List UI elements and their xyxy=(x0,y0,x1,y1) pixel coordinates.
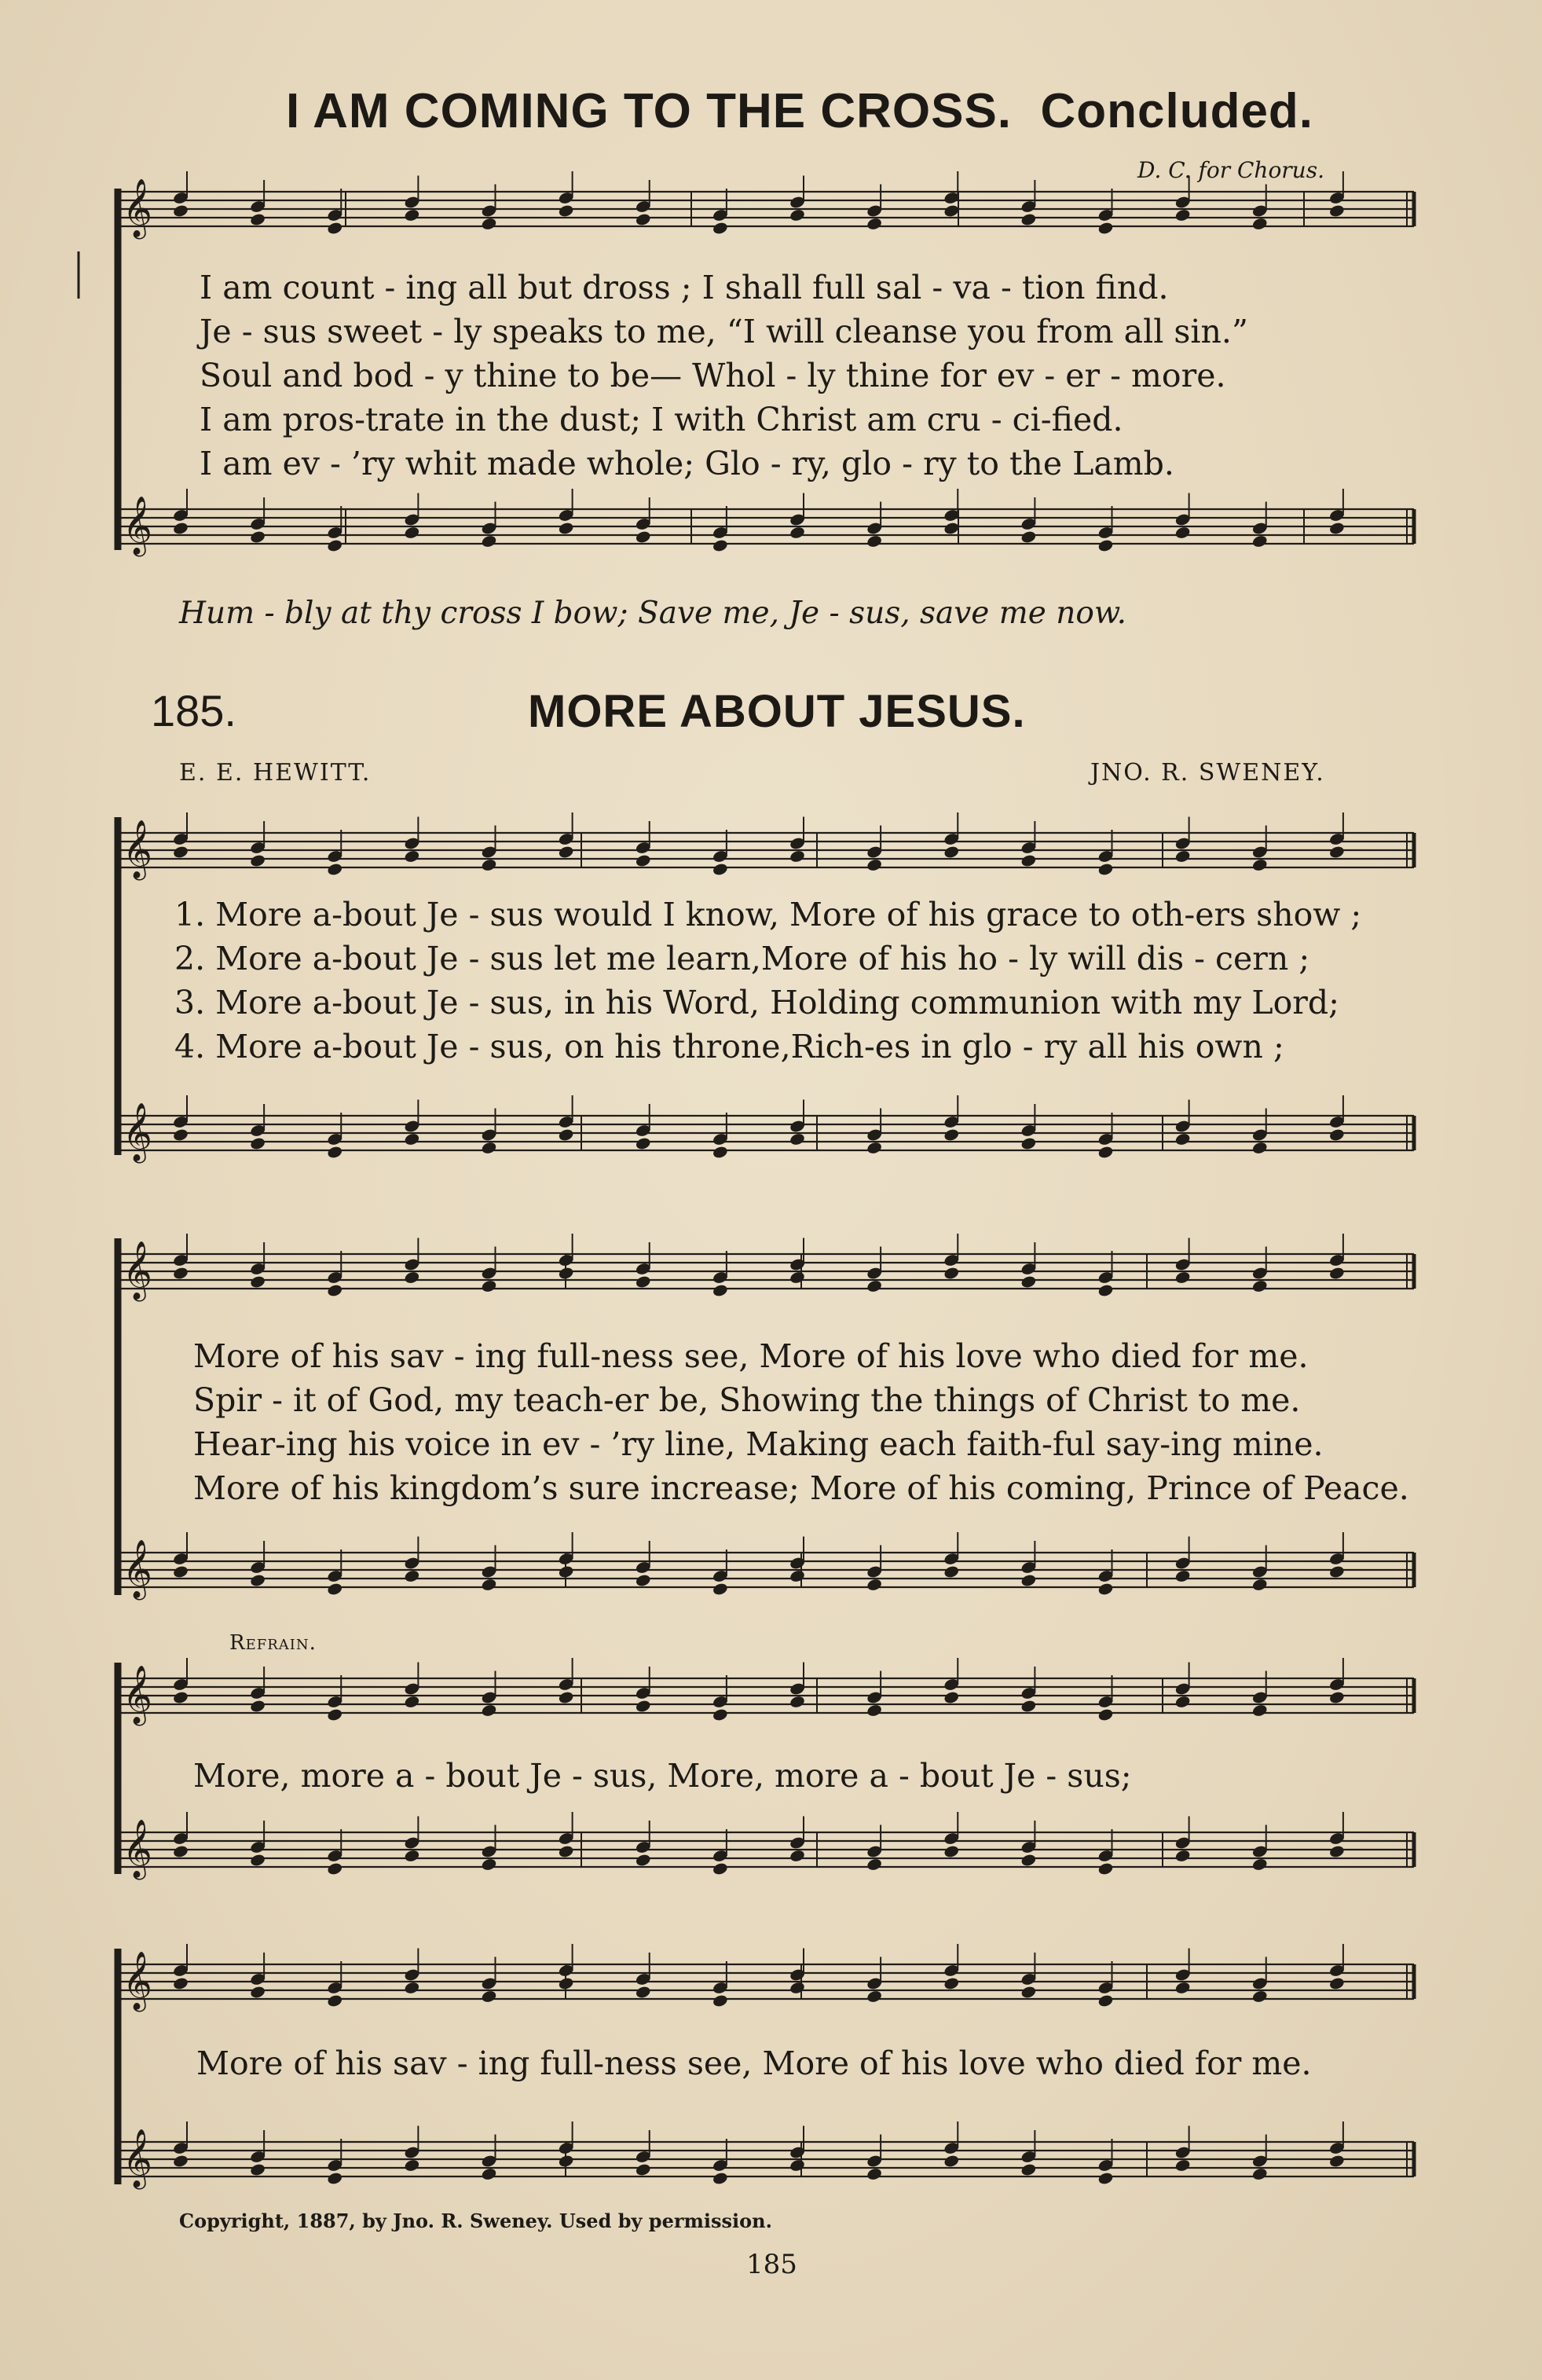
hymn-system1-bass-note xyxy=(481,1141,497,1155)
hymn-system1-treble-note xyxy=(789,849,805,864)
hymn-verse-3-part1: 3. More a-bout Je - sus, in his Word, Holding communion with my Lord; xyxy=(174,984,1339,1021)
refrain-treble-note xyxy=(404,1695,420,1709)
concluded-bass-note xyxy=(943,521,960,535)
final-treble-note xyxy=(943,1976,960,1990)
concluded-treble-note xyxy=(172,204,189,218)
concluded-bass-note xyxy=(1097,538,1114,552)
hymn-system2-treble-note xyxy=(789,1271,805,1285)
refrain-line-1: More, more a - bout Je - sus, More, more a - bout Je - sus; xyxy=(193,1757,1132,1795)
hymn-number: 185. xyxy=(151,686,236,735)
concluded-treble-note xyxy=(635,212,651,226)
final-bass-note xyxy=(558,2154,574,2168)
hymn-system2-treble-note xyxy=(712,1283,728,1297)
refrain-label: Refrain. xyxy=(229,1631,317,1655)
hymn-system2-bass-note xyxy=(1251,1578,1268,1592)
hymn-system1-bass-note xyxy=(172,1128,189,1142)
hymn-system2-treble-note xyxy=(1174,1271,1191,1285)
refrain-line-2: More of his sav - ing full-ness see, More of his love who died for me. xyxy=(196,2044,1312,2082)
concluded-bass-note xyxy=(789,526,805,540)
concluded-bass-note xyxy=(712,538,728,552)
hymn-system1-treble-note xyxy=(404,849,420,864)
final-treble-note xyxy=(558,1976,574,1990)
concluded-bass-note xyxy=(327,538,343,552)
final-bass-note xyxy=(712,2171,728,2185)
final-treble-note xyxy=(481,1989,497,2004)
final-treble-note xyxy=(1251,1989,1268,2004)
hymn-system1-bass-note xyxy=(943,1128,960,1142)
hymn-system2-treble-note xyxy=(1020,1274,1037,1289)
hymn-system1-treble-note xyxy=(1020,853,1037,867)
hymn-system1-treble-note xyxy=(1097,862,1114,876)
refrain-treble-note xyxy=(712,1707,728,1722)
hymn-system1-treble-clef: 𝄞 xyxy=(123,820,152,878)
concluded-bass-note xyxy=(1020,530,1037,544)
refrain-bass-note xyxy=(635,1853,651,1867)
refrain-treble-note xyxy=(1328,1690,1345,1704)
concluded-subtitle: Concluded. xyxy=(1040,84,1314,138)
concluded-bass-note xyxy=(1174,526,1191,540)
refrain-treble-note xyxy=(866,1703,882,1718)
refrain-treble-note xyxy=(558,1690,574,1704)
hymn-system2-treble-note xyxy=(327,1283,343,1297)
concluded-treble-note xyxy=(1020,212,1037,226)
hymn-verse-2-part1: 2. More a-bout Je - sus let me learn,More of his ho - ly will dis - cern ; xyxy=(174,940,1310,977)
final-treble-note xyxy=(249,1985,266,1999)
concluded-bass-note xyxy=(249,530,266,544)
hymn-verse-1-part1: 1. More a-bout Je - sus would I know, More of his grace to oth-ers show ; xyxy=(174,896,1362,933)
final-bass-note xyxy=(635,2162,651,2176)
hymn-system1-bass-note xyxy=(1174,1132,1191,1146)
concluded-treble-note xyxy=(712,221,728,235)
final-bass-note xyxy=(1328,2154,1345,2168)
hymn-author: E. E. HEWITT. xyxy=(179,759,372,787)
concluded-treble-note xyxy=(558,204,574,218)
concluded-treble-note xyxy=(481,217,497,231)
final-treble-note xyxy=(327,1993,343,2008)
final-treble-note xyxy=(1174,1981,1191,1995)
hymn-system1-treble-note xyxy=(1174,849,1191,864)
hymn-system2-treble-note xyxy=(404,1271,420,1285)
concluded-treble-note xyxy=(1097,221,1114,235)
hymn-verse-1-part2: More of his sav - ing full-ness see, More of his love who died for me. xyxy=(193,1337,1309,1375)
hymn-system1-treble-note xyxy=(172,845,189,859)
hymn-system2-bass-note xyxy=(1097,1582,1114,1596)
final-treble-note xyxy=(866,1989,882,2004)
hymn-system1-bass-note xyxy=(866,1141,882,1155)
final-treble-note xyxy=(404,1981,420,1995)
final-bass-note xyxy=(789,2158,805,2173)
hymn-title: MORE ABOUT JESUS. xyxy=(528,686,1026,737)
hymn-system2-bass-note xyxy=(249,1573,266,1587)
concluded-treble-note xyxy=(1328,204,1345,218)
hymn-system2-bass-note xyxy=(712,1582,728,1596)
hymn-system2-bass-note xyxy=(1020,1573,1037,1587)
hymn-system1-bass-note xyxy=(1328,1128,1345,1142)
hymn-system1-bass-note xyxy=(635,1136,651,1150)
final-bass-note xyxy=(866,2167,882,2181)
hymn-system1-bass-note xyxy=(1020,1136,1037,1150)
concluded-verse-1: I am count - ing all but dross ; I shall full sal - va - tion find. xyxy=(200,269,1169,306)
hymn-system1-bass-clef: 𝄞 xyxy=(123,1103,152,1161)
hymn-system1-bass-note xyxy=(1251,1141,1268,1155)
hymn-system2-bass-note xyxy=(481,1578,497,1592)
copyright-notice: Copyright, 1887, by Jno. R. Sweney. Used by permission. xyxy=(179,2209,772,2232)
refrain-treble-note xyxy=(635,1699,651,1713)
final-bass-clef: 𝄞 xyxy=(123,2129,152,2187)
hymn-system2-bass-note xyxy=(635,1573,651,1587)
hymn-system2-treble-note xyxy=(1251,1279,1268,1293)
final-treble-note xyxy=(712,1993,728,2008)
hymn-system2-bass-note xyxy=(1174,1569,1191,1583)
refrain-bass-note xyxy=(481,1857,497,1872)
refrain-treble-note xyxy=(943,1690,960,1704)
hymn-system2-treble-note xyxy=(866,1279,882,1293)
final-bass-note xyxy=(481,2167,497,2181)
hymn-system2-treble-note xyxy=(635,1274,651,1289)
concluded-bass-note xyxy=(866,534,882,548)
hymn-system2-bass-note xyxy=(1328,1564,1345,1579)
refrain-bass-note xyxy=(1020,1853,1037,1867)
refrain-treble-note xyxy=(1097,1707,1114,1722)
final-bass-note xyxy=(249,2162,266,2176)
refrain-treble-note xyxy=(1251,1703,1268,1718)
final-treble-note xyxy=(1020,1985,1037,1999)
concluded-treble-note xyxy=(249,212,266,226)
refrain-bass-note xyxy=(1097,1861,1114,1876)
concluded-treble-note xyxy=(327,221,343,235)
hymn-system1-treble-note xyxy=(866,858,882,872)
concluded-bass-note xyxy=(558,521,574,535)
hymn-system2-bass-note xyxy=(943,1564,960,1579)
refrain-bass-note xyxy=(1251,1857,1268,1872)
refrain-treble-note xyxy=(172,1690,189,1704)
refrain-treble-note xyxy=(249,1699,266,1713)
hymn-system2-treble-note xyxy=(481,1279,497,1293)
refrain-bass-note xyxy=(866,1857,882,1872)
hymn-system1-bass-note xyxy=(327,1145,343,1159)
hymn-verse-4-part2: More of his kingdom’s sure increase; More of his coming, Prince of Peace. xyxy=(193,1469,1409,1507)
refrain-treble-clef: 𝄞 xyxy=(123,1666,152,1724)
hymn-system2-treble-note xyxy=(172,1266,189,1280)
concluded-treble-note xyxy=(404,208,420,222)
final-treble-note xyxy=(1328,1976,1345,1990)
hymn-system2-bass-note xyxy=(866,1578,882,1592)
refrain-bass-note xyxy=(712,1861,728,1876)
concluded-title-main: I AM COMING TO THE CROSS. xyxy=(286,84,1013,138)
final-treble-clef: 𝄞 xyxy=(123,1952,152,2010)
hymn-system2-treble-note xyxy=(943,1266,960,1280)
final-bass-note xyxy=(327,2171,343,2185)
concluded-verse-3: Soul and bod - y thine to be— Whol - ly thine for ev - er - more. xyxy=(200,357,1226,394)
hymn-system1-bass-note xyxy=(404,1132,420,1146)
concluded-bass-note xyxy=(1251,534,1268,548)
refrain-treble-note xyxy=(481,1703,497,1718)
hymn-system2-treble-note xyxy=(249,1274,266,1289)
hymn-system2-bass-note xyxy=(558,1564,574,1579)
hymn-composer: JNO. R. SWENEY. xyxy=(1090,759,1325,787)
hymn-system2-bass-note xyxy=(172,1564,189,1579)
hymn-system2-treble-note xyxy=(1097,1283,1114,1297)
concluded-treble-note xyxy=(943,204,960,218)
hymn-system1-treble-note xyxy=(249,853,266,867)
refrain-bass-note xyxy=(1174,1849,1191,1863)
final-treble-note xyxy=(1097,1993,1114,2008)
hymn-system2-bass-note xyxy=(404,1569,420,1583)
final-treble-note xyxy=(789,1981,805,1995)
concluded-treble-note xyxy=(1251,217,1268,231)
refrain-bass-note xyxy=(249,1853,266,1867)
refrain-treble-note xyxy=(1020,1699,1037,1713)
concluded-treble-note xyxy=(789,208,805,222)
refrain-bass-note xyxy=(558,1844,574,1858)
concluded-bass-note xyxy=(635,530,651,544)
concluded-bass-clef: 𝄞 xyxy=(123,497,152,555)
concluded-verse-4: I am pros-trate in the dust; I with Christ am cru - ci-fied. xyxy=(200,401,1123,438)
hymn-system1-bass-note xyxy=(249,1136,266,1150)
refrain-treble-note xyxy=(789,1695,805,1709)
hymn-system2-treble-note xyxy=(1328,1266,1345,1280)
final-bass-note xyxy=(172,2154,189,2168)
hymn-system1-treble-note xyxy=(481,858,497,872)
refrain-bass-note xyxy=(172,1844,189,1858)
refrain-treble-note xyxy=(1174,1695,1191,1709)
concluded-treble-note xyxy=(1174,208,1191,222)
concluded-verse-2: Je - sus sweet - ly speaks to me, “I will cleanse you from all sin.” xyxy=(200,313,1248,350)
hymn-system1-treble-note xyxy=(1251,858,1268,872)
refrain-bass-note xyxy=(943,1844,960,1858)
hymn-system1-bass-note xyxy=(558,1128,574,1142)
page-number: 185 xyxy=(746,2249,797,2280)
concluded-bass-note xyxy=(1328,521,1345,535)
hymn-system1-treble-note xyxy=(712,862,728,876)
hymn-system1-treble-note xyxy=(943,845,960,859)
final-bass-note xyxy=(1251,2167,1268,2181)
final-treble-note xyxy=(172,1976,189,1990)
refrain-bass-note xyxy=(404,1849,420,1863)
final-bass-note xyxy=(404,2158,420,2173)
hymn-system2-treble-clef: 𝄞 xyxy=(123,1241,152,1300)
hymn-system1-treble-note xyxy=(635,853,651,867)
hymn-system1-bass-note xyxy=(789,1132,805,1146)
concluded-bass-note xyxy=(404,526,420,540)
hymn-system2-bass-note xyxy=(789,1569,805,1583)
hymn-system2-bass-clef: 𝄞 xyxy=(123,1540,152,1598)
dc-marking: D. C. for Chorus. xyxy=(1137,157,1324,183)
refrain-bass-clef: 𝄞 xyxy=(123,1820,152,1878)
hymn-system1-bass-note xyxy=(712,1145,728,1159)
final-bass-note xyxy=(1020,2162,1037,2176)
hymn-system2-treble-note xyxy=(558,1266,574,1280)
concluded-verse-5: I am ev - ’ry whit made whole; Glo - ry, glo - ry to the Lamb. xyxy=(200,445,1174,482)
hymn-verse-2-part2: Spir - it of God, my teach-er be, Showing the things of Christ to me. xyxy=(193,1381,1301,1419)
final-bass-note xyxy=(1174,2158,1191,2173)
hymn-system1-treble-note xyxy=(558,845,574,859)
hymn-system1-bass-note xyxy=(1097,1145,1114,1159)
refrain-bass-note xyxy=(327,1861,343,1876)
final-treble-note xyxy=(635,1985,651,1999)
concluded-bass-note xyxy=(172,521,189,535)
concluded-treble-note xyxy=(866,217,882,231)
concluded-bass-note xyxy=(481,534,497,548)
hymn-system2-bass-note xyxy=(327,1582,343,1596)
hymn-system1-treble-note xyxy=(1328,845,1345,859)
hymn-verse-4-part1: 4. More a-bout Je - sus, on his throne,Rich-es in glo - ry all his own ; xyxy=(174,1028,1284,1065)
hymn-system1-treble-note xyxy=(327,862,343,876)
hymn-verse-3-part2: Hear-ing his voice in ev - ’ry line, Making each faith-ful say-ing mine. xyxy=(193,1425,1324,1463)
final-bass-note xyxy=(943,2154,960,2168)
refrain-bass-note xyxy=(789,1849,805,1863)
refrain-bass-note xyxy=(1328,1844,1345,1858)
chorus-line: Hum - bly at thy cross I bow; Save me, Je - sus, save me now. xyxy=(179,596,1126,631)
final-bass-note xyxy=(1097,2171,1114,2185)
refrain-treble-note xyxy=(327,1707,343,1722)
concluded-treble-clef: 𝄞 xyxy=(123,179,152,237)
